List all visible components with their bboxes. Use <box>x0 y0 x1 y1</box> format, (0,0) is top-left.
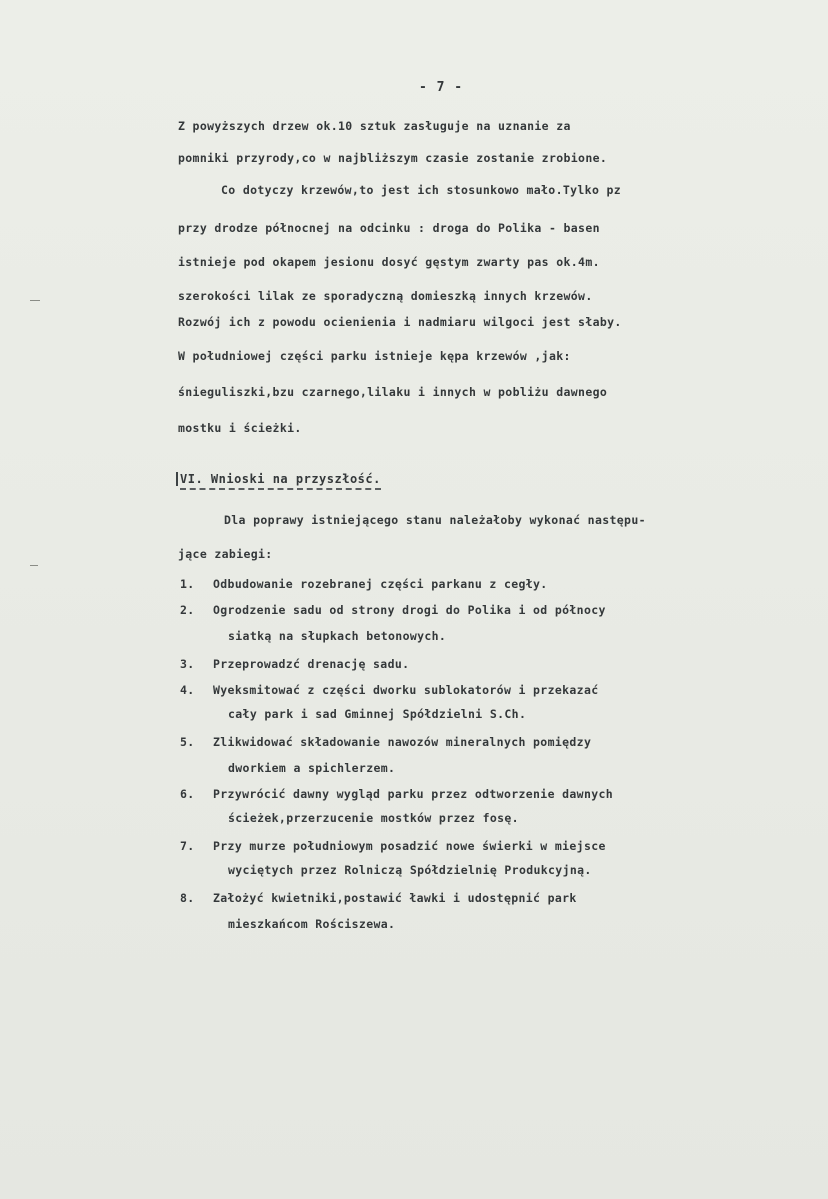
paragraph-line: Co dotyczy krzewów,to jest ich stosunkowo mało.Tylko pz <box>221 183 622 197</box>
margin-mark <box>30 565 38 566</box>
page-number: - 7 - <box>419 80 464 95</box>
list-item-text: Odbudowanie rozebranej części parkanu z cegły. <box>213 577 548 591</box>
list-number: 7. <box>180 839 195 853</box>
paragraph-line: pomniki przyrody,co w najbliższym czasie zostanie zrobione. <box>178 151 608 165</box>
list-item-text: wyciętych przez Rolniczą Spółdzielnię Produkcyjną. <box>228 863 592 877</box>
paragraph-line: śnieguliszki,bzu czarnego,lilaku i innych w pobliżu dawnego <box>178 385 608 399</box>
paragraph-line: szerokości lilak ze sporadyczną domieszką innych krzewów. <box>178 289 593 303</box>
list-item-text: Przywrócić dawny wygląd parku przez odtworzenie dawnych <box>213 787 614 801</box>
intro-line: jące zabiegi: <box>178 547 273 561</box>
list-item-text: Wyeksmitować z części dworku sublokatorów i przekazać <box>213 683 599 697</box>
paragraph-line: Rozwój ich z powodu ocienienia i nadmiaru wilgoci jest słaby. <box>178 315 622 329</box>
section-heading <box>180 472 381 490</box>
list-item-text: ścieżek,przerzucenie mostków przez fosę. <box>228 811 519 825</box>
list-item-text: cały park i sad Gminnej Spółdzielni S.Ch. <box>228 707 527 721</box>
intro-line: Dla poprawy istniejącego stanu należałoby wykonać następu- <box>224 513 646 527</box>
list-number: 1. <box>180 577 195 591</box>
paragraph-line: istnieje pod okapem jesionu dosyć gęstym zwarty pas ok.4m. <box>178 255 600 269</box>
list-number: 5. <box>180 735 195 749</box>
list-item-text: Zlikwidować składowanie nawozów mineralnych pomiędzy <box>213 735 592 749</box>
list-number: 4. <box>180 683 195 697</box>
list-number: 2. <box>180 603 195 617</box>
list-item-text: Ogrodzenie sadu od strony drogi do Polika i od północy <box>213 603 606 617</box>
list-item-text: Założyć kwietniki,postawić ławki i udostępnić park <box>213 891 577 905</box>
list-number: 3. <box>180 657 195 671</box>
list-item-text: Przeprowadzć drenację sadu. <box>213 657 410 671</box>
margin-mark <box>30 300 40 301</box>
list-item-text: Przy murze południowym posadzić nowe świerki w miejsce <box>213 839 606 853</box>
list-number: 8. <box>180 891 195 905</box>
paragraph-line: Z powyższych drzew ok.10 sztuk zasługuje na uznanie za <box>178 119 571 133</box>
paragraph-line: W południowej części parku istnieje kępa krzewów ,jak: <box>178 349 571 363</box>
list-item-text: dworkiem a spichlerzem. <box>228 761 396 775</box>
list-item-text: mieszkańcom Rościszewa. <box>228 917 396 931</box>
section-heading-text: VI. Wnioski na przyszłość. <box>176 472 381 486</box>
paragraph-line: mostku i ścieżki. <box>178 421 302 435</box>
list-item-text: siatką na słupkach betonowych. <box>228 629 447 643</box>
list-number: 6. <box>180 787 195 801</box>
paragraph-line: przy drodze północnej na odcinku : droga do Polika - basen <box>178 221 600 235</box>
